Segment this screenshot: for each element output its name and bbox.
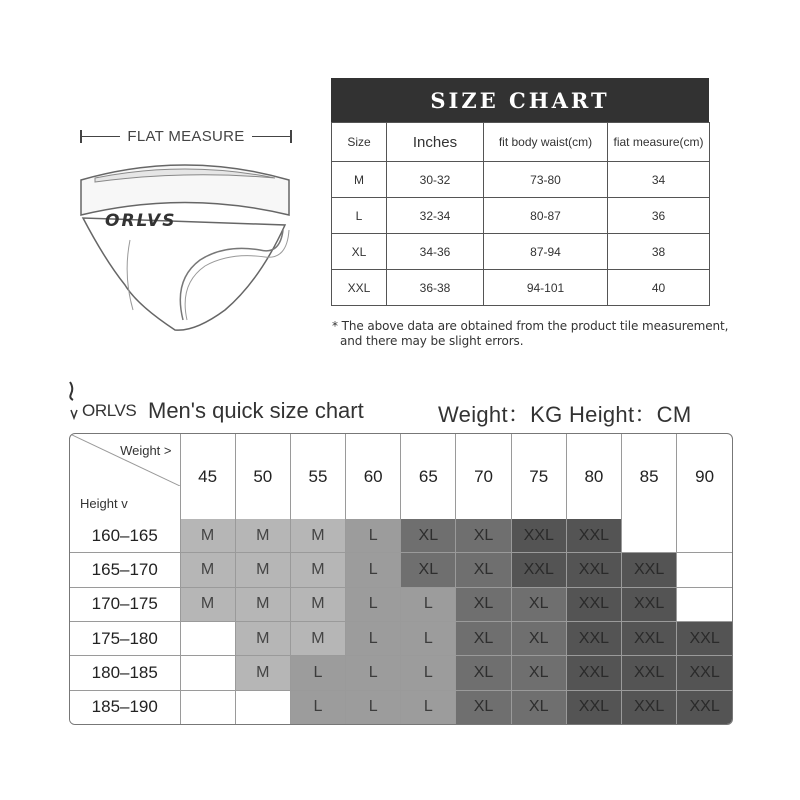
size-cell: XXL: [677, 622, 732, 656]
flat-measure-label: FLAT MEASURE: [127, 128, 245, 145]
waist-cell: 73-80: [484, 162, 608, 198]
height-label: 175–180: [70, 622, 180, 656]
empty-cell: [622, 519, 677, 553]
inches-cell: 30-32: [387, 162, 484, 198]
size-cell: L: [346, 622, 401, 656]
brief-product-image: [75, 160, 300, 335]
note-line-1: * The above data are obtained from the product tile measurement,: [332, 319, 729, 333]
height-row: [70, 587, 732, 621]
size-chart-row: [332, 162, 710, 198]
quick-size-table: [70, 434, 732, 724]
size-cell: XXL: [677, 690, 732, 724]
waist-cell: 87-94: [484, 234, 608, 270]
empty-cell: [235, 690, 290, 724]
size-cell: L: [346, 690, 401, 724]
flat-measure-cell: 38: [608, 234, 710, 270]
size-chart: [331, 78, 709, 306]
quick-chart-heading: [68, 380, 768, 430]
size-chart-table: [331, 122, 710, 306]
size-cell: L: [401, 690, 456, 724]
size-cell: XL: [511, 690, 566, 724]
size-cell: M: [290, 519, 345, 553]
weight-header: 75: [511, 434, 566, 519]
height-label: 185–190: [70, 690, 180, 724]
size-cell: XL: [401, 519, 456, 553]
header-cell: Inches: [387, 123, 484, 162]
size-cell: L: [346, 656, 401, 690]
weight-header: 50: [235, 434, 290, 519]
empty-cell: [677, 519, 732, 553]
size-cell: XXL: [622, 587, 677, 621]
size-cell: XL: [456, 656, 511, 690]
size-cell: XL: [511, 622, 566, 656]
size-cell: L: [346, 553, 401, 587]
size-cell: M: [290, 622, 345, 656]
size-cell: XXL: [511, 553, 566, 587]
size-cell: XXL: [677, 656, 732, 690]
inches-cell: 32-34: [387, 198, 484, 234]
size-cell: XXL: [332, 270, 387, 306]
empty-cell: [180, 690, 235, 724]
size-cell: M: [180, 587, 235, 621]
size-cell: L: [290, 656, 345, 690]
height-label: 165–170: [70, 553, 180, 587]
size-cell: XL: [456, 622, 511, 656]
size-cell: XXL: [622, 622, 677, 656]
size-cell: XL: [456, 587, 511, 621]
size-cell: XXL: [566, 553, 621, 587]
size-cell: XL: [456, 690, 511, 724]
size-cell: M: [290, 553, 345, 587]
waist-cell: 94-101: [484, 270, 608, 306]
size-cell: XL: [401, 553, 456, 587]
height-row: [70, 622, 732, 656]
measurement-note: [332, 319, 752, 349]
weight-header: 90: [677, 434, 732, 519]
weight-header: 70: [456, 434, 511, 519]
empty-cell: [677, 587, 732, 621]
brief-brand-logo: ORLVS: [105, 211, 177, 231]
size-cell: XXL: [622, 690, 677, 724]
flat-measure-cell: 34: [608, 162, 710, 198]
height-row: [70, 656, 732, 690]
brand-name: ORLVS: [82, 401, 137, 420]
size-chart-row: [332, 198, 710, 234]
size-cell: L: [332, 198, 387, 234]
size-cell: M: [235, 553, 290, 587]
empty-cell: [180, 656, 235, 690]
size-cell: L: [401, 622, 456, 656]
size-chart-header-row: [332, 123, 710, 162]
flat-measure-indicator: [80, 125, 292, 149]
size-cell: XXL: [566, 690, 621, 724]
height-label: 160–165: [70, 519, 180, 553]
size-cell: M: [180, 519, 235, 553]
size-cell: M: [235, 622, 290, 656]
size-cell: L: [401, 656, 456, 690]
corner-diagonal: [70, 434, 180, 486]
weight-header: 60: [346, 434, 401, 519]
size-cell: M: [180, 553, 235, 587]
size-chart-title: SIZE CHART: [331, 78, 709, 122]
size-cell: L: [401, 587, 456, 621]
size-cell: L: [346, 519, 401, 553]
size-cell: XL: [332, 234, 387, 270]
size-chart-row: [332, 270, 710, 306]
quick-chart-body: [70, 519, 732, 724]
size-cell: XXL: [566, 519, 621, 553]
size-chart-row: [332, 234, 710, 270]
measure-right-cap: [290, 130, 292, 143]
size-cell: XL: [456, 519, 511, 553]
empty-cell: [677, 553, 732, 587]
weight-header-row: [70, 434, 732, 519]
weight-header: 45: [180, 434, 235, 519]
quick-chart-title: Men's quick size chart: [148, 398, 364, 423]
size-cell: M: [235, 519, 290, 553]
quick-chart-units: Weight：KG Height：CM: [438, 402, 692, 427]
height-label: 180–185: [70, 656, 180, 690]
height-row: [70, 690, 732, 724]
header-cell: fiat measure(cm): [608, 123, 710, 162]
inches-cell: 36-38: [387, 270, 484, 306]
header-cell: Size: [332, 123, 387, 162]
empty-cell: [180, 622, 235, 656]
weight-header: 85: [622, 434, 677, 519]
weight-header: 65: [401, 434, 456, 519]
size-cell: M: [235, 587, 290, 621]
weight-header: 80: [566, 434, 621, 519]
size-cell: XXL: [622, 656, 677, 690]
size-cell: XL: [456, 553, 511, 587]
brand-logo-mark-icon: [68, 380, 80, 420]
size-cell: XXL: [622, 553, 677, 587]
size-cell: M: [290, 587, 345, 621]
height-axis-label: Height v: [80, 496, 128, 512]
height-row: [70, 553, 732, 587]
size-cell: XXL: [566, 622, 621, 656]
measure-right-line: [252, 136, 290, 137]
size-cell: XL: [511, 587, 566, 621]
size-cell: XL: [511, 656, 566, 690]
height-row: [70, 519, 732, 553]
size-cell: XXL: [566, 656, 621, 690]
size-cell: M: [235, 656, 290, 690]
measure-left-line: [82, 136, 120, 137]
header-cell: fit body waist(cm): [484, 123, 608, 162]
size-cell: XXL: [511, 519, 566, 553]
weight-header: 55: [290, 434, 345, 519]
weight-axis-label: Weight >: [120, 443, 172, 458]
size-cell: XXL: [566, 587, 621, 621]
quick-size-chart: [69, 433, 733, 725]
corner-cell: [70, 434, 180, 519]
size-cell: L: [346, 587, 401, 621]
height-label: 170–175: [70, 587, 180, 621]
size-cell: L: [290, 690, 345, 724]
size-cell: M: [332, 162, 387, 198]
flat-measure-cell: 36: [608, 198, 710, 234]
flat-measure-cell: 40: [608, 270, 710, 306]
inches-cell: 34-36: [387, 234, 484, 270]
waist-cell: 80-87: [484, 198, 608, 234]
note-line-2: and there may be slight errors.: [340, 334, 524, 348]
